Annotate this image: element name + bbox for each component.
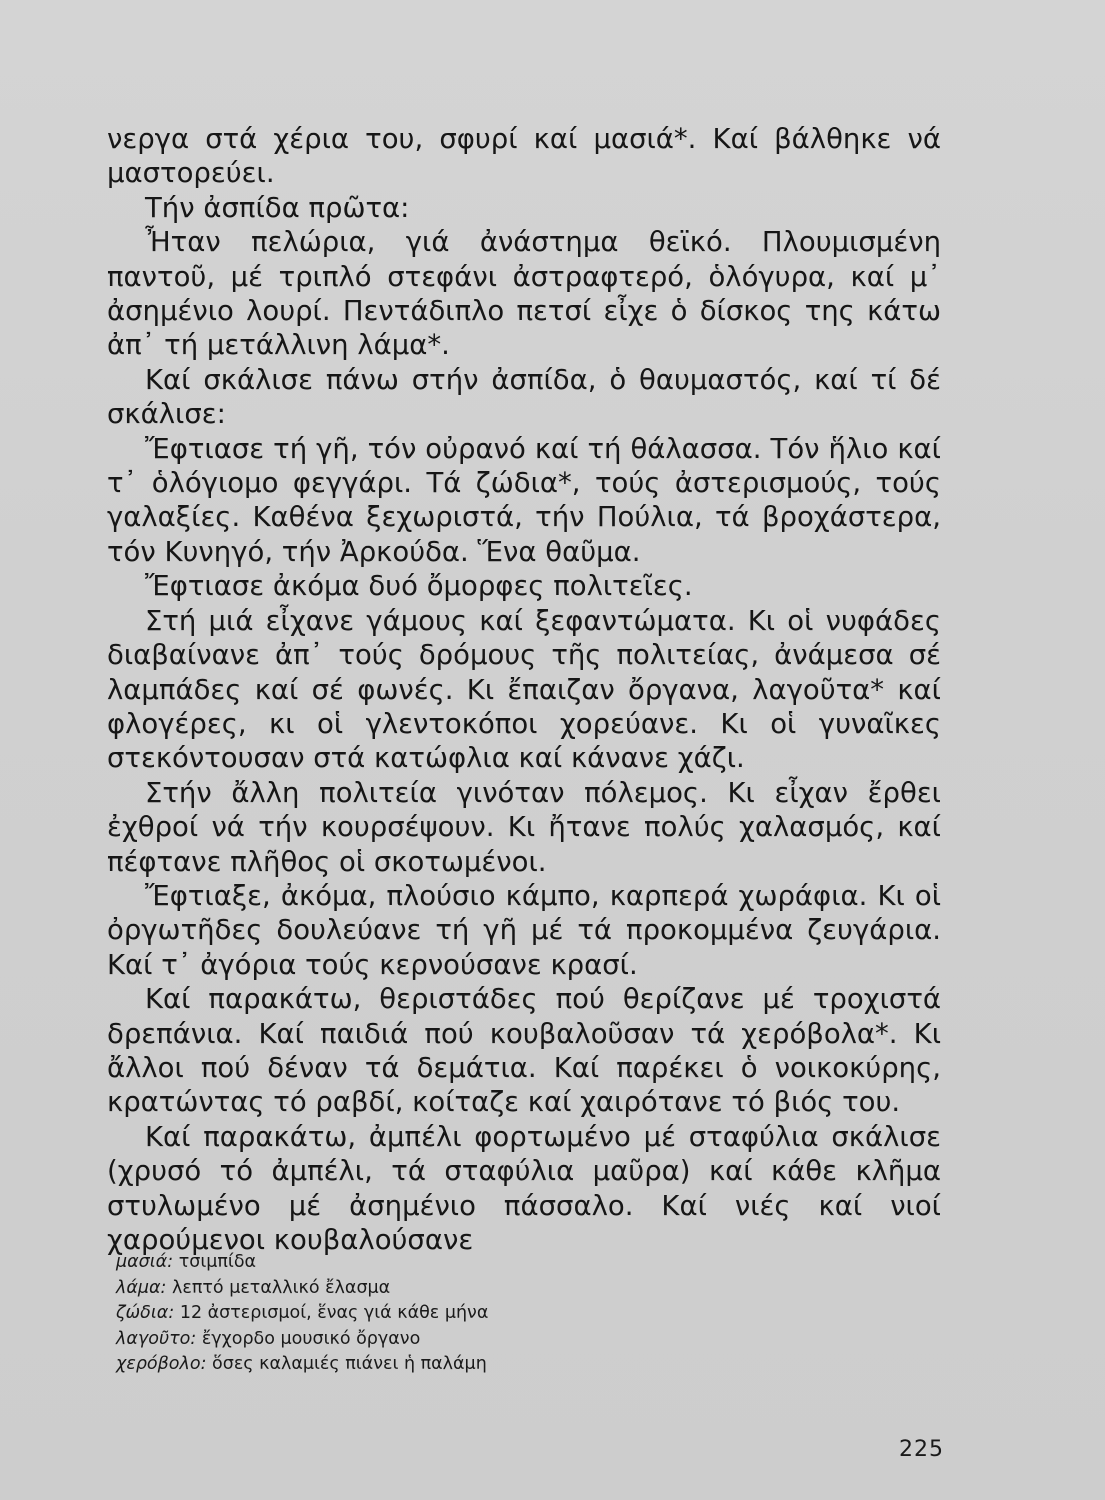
paragraph: Καί παρακάτω, ἀμπέλι φορτωμένο μέ σταφύλια σκάλισε (χρυσό τό ἀμπέλι, τά σταφύλια μαῦρα) καί κάθε κλῆμα στυλωμένο μέ ἀσημένιο πάσσαλο. Καί νιές καί νιοί χαρούμενοι κουβαλούσανε	[107, 1120, 941, 1256]
footnote-term: μασιά:	[116, 1252, 174, 1272]
footnote-term: λάμα:	[116, 1277, 167, 1298]
paragraph: νεργα στά χέρια του, σφυρί καί μασιά*. Καί βάλθηκε νά μαστορεύει.	[107, 123, 941, 190]
paragraph: Τήν ἀσπίδα πρῶτα:	[145, 191, 410, 224]
footnote	[116, 1301, 816, 1327]
footnote	[116, 1250, 816, 1276]
paragraph: Καί σκάλισε πάνω στήν ἀσπίδα, ὁ θαυμαστός, καί τί δέ σκάλισε:	[107, 363, 941, 431]
paragraph: Ἔφτιασε τή γῆ, τόν οὐρανό καί τή θάλασσα. Τόν ἥλιο καί τ᾽ ὁλόγιομο φεγγάρι. Τά ζώδια*, τούς ἀστερισμούς, τούς γαλαξίες. Καθένα ξεχωριστά, τήν Πούλια, τά βροχάστερα, τόν Κυνηγό, τήν Ἀρκούδα. Ἕνα θαῦμα.	[107, 432, 941, 568]
paragraph: Ἦταν πελώρια, γιά ἀνάστημα θεϊκό. Πλουμισμένη παντοῦ, μέ τριπλό στεφάνι ἀστραφτερό, ὁλόγυρα, καί μ᾽ ἀσημένιο λουρί. Πεντάδιπλο πετσί εἶχε ὁ δίσκος της κάτω ἀπ᾽ τή μετάλλινη λάμα*.	[107, 226, 941, 362]
footnote-definition: λεπτό μεταλλικό ἔλασμα	[172, 1277, 391, 1298]
footnote	[116, 1276, 816, 1302]
page-number: 225	[899, 1437, 944, 1462]
body-text	[107, 122, 941, 1257]
paragraph: Στήν ἄλλη πολιτεία γινόταν πόλεμος. Κι εἶχαν ἔρθει ἐχθροί νά τήν κουρσέψουν. Κι ἤτανε πολύς χαλασμός, καί πέφτανε πλῆθος οἱ σκοτωμένοι.	[107, 776, 941, 878]
footnote-term: ζώδια:	[116, 1303, 175, 1323]
footnote-definition: 12 ἀστερισμοί, ἕνας γιά κάθε μήνα	[179, 1303, 489, 1323]
paragraph: Καί παρακάτω, θεριστάδες πού θερίζανε μέ τροχιστά δρεπάνια. Καί παιδιά πού κουβαλοῦσαν τά χερόβολα*. Κι ἄλλοι πού δέναν τά δεμάτια. Καί παρέκει ὁ νοικοκύρης, κρατώντας τό ραβδί, κοίταζε καί χαιρότανε τό βιός του.	[107, 983, 941, 1119]
footnote-term: λαγοῦτο:	[116, 1328, 197, 1349]
footnote-definition: ὅσες καλαμιές πιάνει ἡ παλάμη	[212, 1354, 487, 1374]
footnote-definition: τσιμπίδα	[178, 1252, 257, 1272]
paragraph: Ἔφτιασε ἀκόμα δυό ὄμορφες πολιτεῖες.	[145, 570, 693, 603]
footnotes	[116, 1250, 816, 1378]
footnote-term: χερόβολο:	[116, 1354, 207, 1374]
paragraph: Ἔφτιαξε, ἀκόμα, πλούσιο κάμπο, καρπερά χωράφια. Κι οἱ ὀργωτῆδες δουλεύανε τή γῆ μέ τά προκομμένα ζευγάρια. Καί τ᾽ ἀγόρια τούς κερνούσανε κρασί.	[107, 879, 941, 981]
footnote-definition: ἔγχορδο μουσικό ὄργανο	[201, 1328, 421, 1349]
footnote	[116, 1352, 816, 1378]
paragraph: Στή μιά εἶχανε γάμους καί ξεφαντώματα. Κι οἱ νυφάδες διαβαίνανε ἀπ᾽ τούς δρόμους τῆς πολιτείας, ἀνάμεσα σέ λαμπάδες καί σέ φωνές. Κι ἔπαιζαν ὄργανα, λαγοῦτα* καί φλογέρες, κι οἱ γλεντοκόποι χορεύανε. Κι οἱ γυναῖκες στεκόντουσαν στά κατώφλια καί κάνανε χάζι.	[107, 604, 941, 775]
footnote	[116, 1327, 816, 1353]
